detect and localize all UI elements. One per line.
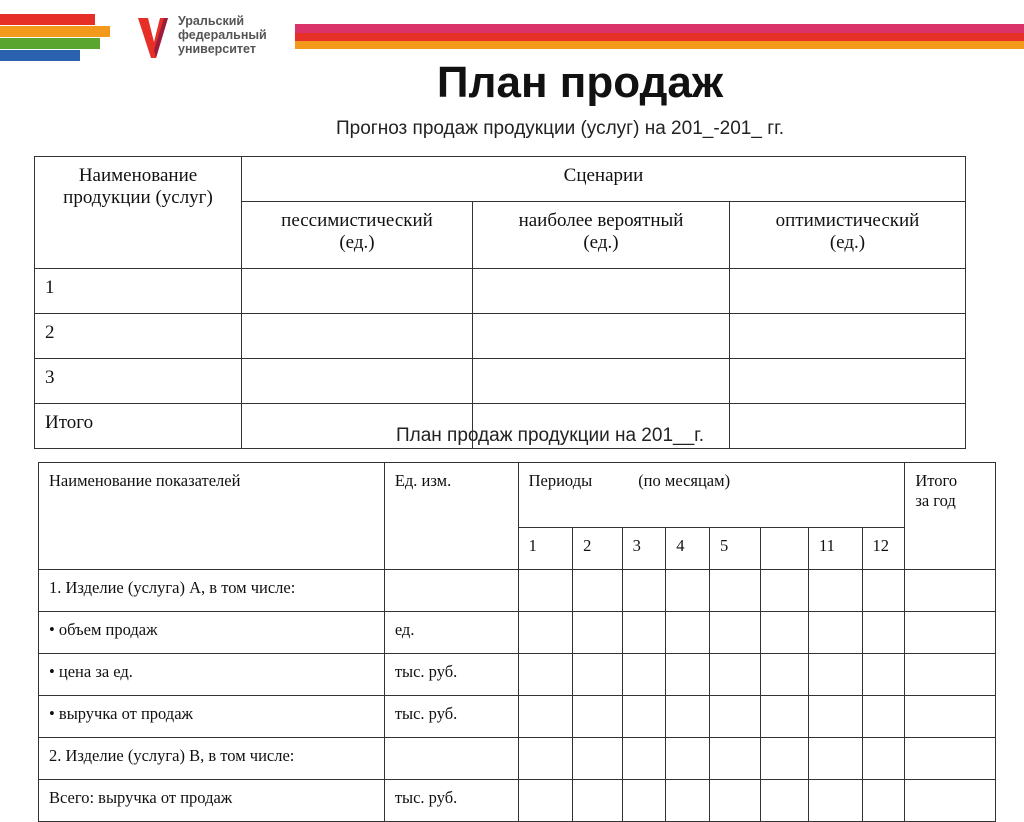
col-indicators-header: Наименование показателей (39, 463, 385, 570)
table-cell[interactable] (518, 780, 572, 822)
row-unit: тыс. руб. (384, 696, 518, 738)
table-cell[interactable] (573, 654, 623, 696)
table-cell[interactable] (808, 612, 862, 654)
urfu-logo-icon (136, 12, 170, 62)
table-cell[interactable] (573, 570, 623, 612)
row-label: 3 (35, 359, 242, 404)
table-cell[interactable] (709, 612, 761, 654)
logo-text: Уральский федеральный университет (178, 14, 267, 56)
row-unit: тыс. руб. (384, 780, 518, 822)
table-cell[interactable] (518, 570, 572, 612)
table-row (35, 269, 966, 314)
plan-subtitle: План продаж продукции на 201__г. (395, 425, 705, 446)
table-cell[interactable] (709, 654, 761, 696)
table-cell[interactable] (666, 780, 710, 822)
row-unit (384, 738, 518, 780)
col-total-header: Итого за год (905, 463, 996, 570)
table-cell[interactable] (808, 654, 862, 696)
table-cell[interactable] (905, 570, 996, 612)
table-cell[interactable] (666, 738, 710, 780)
month-2: 2 (573, 528, 623, 570)
table-cell[interactable] (518, 696, 572, 738)
table-cell[interactable] (666, 570, 710, 612)
table-cell[interactable] (473, 359, 730, 404)
table-cell[interactable] (573, 780, 623, 822)
row-unit: тыс. руб. (384, 654, 518, 696)
table-cell[interactable] (666, 696, 710, 738)
header-stripes-right (295, 24, 1024, 54)
table-cell[interactable] (709, 738, 761, 780)
page-title: План продаж (436, 58, 724, 107)
scenarios-header: Сценарии (242, 157, 966, 202)
month-12: 12 (862, 528, 905, 570)
row-unit (384, 570, 518, 612)
table-cell[interactable] (242, 269, 473, 314)
table-cell[interactable] (862, 696, 905, 738)
table-cell[interactable] (622, 654, 666, 696)
table-cell[interactable] (709, 780, 761, 822)
table-cell[interactable] (666, 612, 710, 654)
table-cell[interactable] (862, 654, 905, 696)
table-cell[interactable] (666, 654, 710, 696)
row-label-total: Итого (35, 404, 242, 449)
row-name: • объем продаж (39, 612, 385, 654)
table-cell[interactable] (905, 612, 996, 654)
table-cell[interactable] (622, 780, 666, 822)
table-cell[interactable] (573, 738, 623, 780)
row-label: 2 (35, 314, 242, 359)
row-label: 1 (35, 269, 242, 314)
row-name: • выручка от продаж (39, 696, 385, 738)
forecast-table (34, 156, 966, 449)
table-row (39, 738, 996, 780)
month-4: 4 (666, 528, 710, 570)
scenario-most-likely: наиболее вероятный (ед.) (473, 202, 730, 269)
table-cell[interactable] (573, 612, 623, 654)
forecast-subtitle: Прогноз продаж продукции (услуг) на 201_-201_ гг. (335, 118, 785, 139)
table-cell[interactable] (808, 780, 862, 822)
table-cell[interactable] (518, 612, 572, 654)
table-cell[interactable] (573, 696, 623, 738)
table-cell[interactable] (905, 696, 996, 738)
table-cell[interactable] (622, 696, 666, 738)
table-cell[interactable] (862, 612, 905, 654)
month-1: 1 (518, 528, 572, 570)
table-cell[interactable] (761, 738, 808, 780)
table-cell[interactable] (709, 570, 761, 612)
university-logo (136, 12, 267, 62)
row-unit: ед. (384, 612, 518, 654)
header-stripes-left (0, 14, 115, 64)
table-cell[interactable] (862, 738, 905, 780)
table-row (39, 570, 996, 612)
table-row (39, 654, 996, 696)
row-name: Всего: выручка от продаж (39, 780, 385, 822)
table-cell[interactable] (730, 314, 966, 359)
table-cell[interactable] (905, 654, 996, 696)
scenario-pessimistic: пессимистический (ед.) (242, 202, 473, 269)
col-unit-header: Ед. изм. (384, 463, 518, 570)
table-cell[interactable] (622, 738, 666, 780)
table-cell[interactable] (761, 612, 808, 654)
month-5: 5 (709, 528, 761, 570)
table-cell[interactable] (808, 696, 862, 738)
table-cell[interactable] (518, 738, 572, 780)
table-row (39, 612, 996, 654)
table-row (39, 696, 996, 738)
table-cell[interactable] (808, 570, 862, 612)
table-cell[interactable] (730, 269, 966, 314)
table-cell[interactable] (905, 780, 996, 822)
table-row (35, 314, 966, 359)
scenario-optimistic: оптимистический (ед.) (730, 202, 966, 269)
month-11: 11 (808, 528, 862, 570)
table-cell[interactable] (761, 654, 808, 696)
table-cell[interactable] (862, 780, 905, 822)
table-cell[interactable] (709, 696, 761, 738)
table-cell[interactable] (473, 269, 730, 314)
sales-plan-table (38, 462, 996, 822)
table-row (35, 359, 966, 404)
table-row (39, 780, 996, 822)
table-cell[interactable] (473, 314, 730, 359)
month-gap (761, 528, 808, 570)
table-cell[interactable] (518, 654, 572, 696)
table-cell[interactable] (761, 780, 808, 822)
table-cell[interactable] (905, 738, 996, 780)
row-name: 2. Изделие (услуга) В, в том числе: (39, 738, 385, 780)
table-cell[interactable] (622, 570, 666, 612)
row-name: 1. Изделие (услуга) А, в том числе: (39, 570, 385, 612)
table-cell[interactable] (761, 696, 808, 738)
month-3: 3 (622, 528, 666, 570)
table-cell[interactable] (730, 359, 966, 404)
table-cell[interactable] (808, 738, 862, 780)
table-cell[interactable] (862, 570, 905, 612)
col-periods-header: Периоды (по месяцам) (518, 463, 905, 528)
forecast-col-name-header: Наименование продукции (услуг) (35, 157, 242, 269)
table-cell[interactable] (242, 359, 473, 404)
table-cell[interactable] (761, 570, 808, 612)
table-cell[interactable] (242, 314, 473, 359)
row-name: • цена за ед. (39, 654, 385, 696)
table-cell[interactable] (622, 612, 666, 654)
